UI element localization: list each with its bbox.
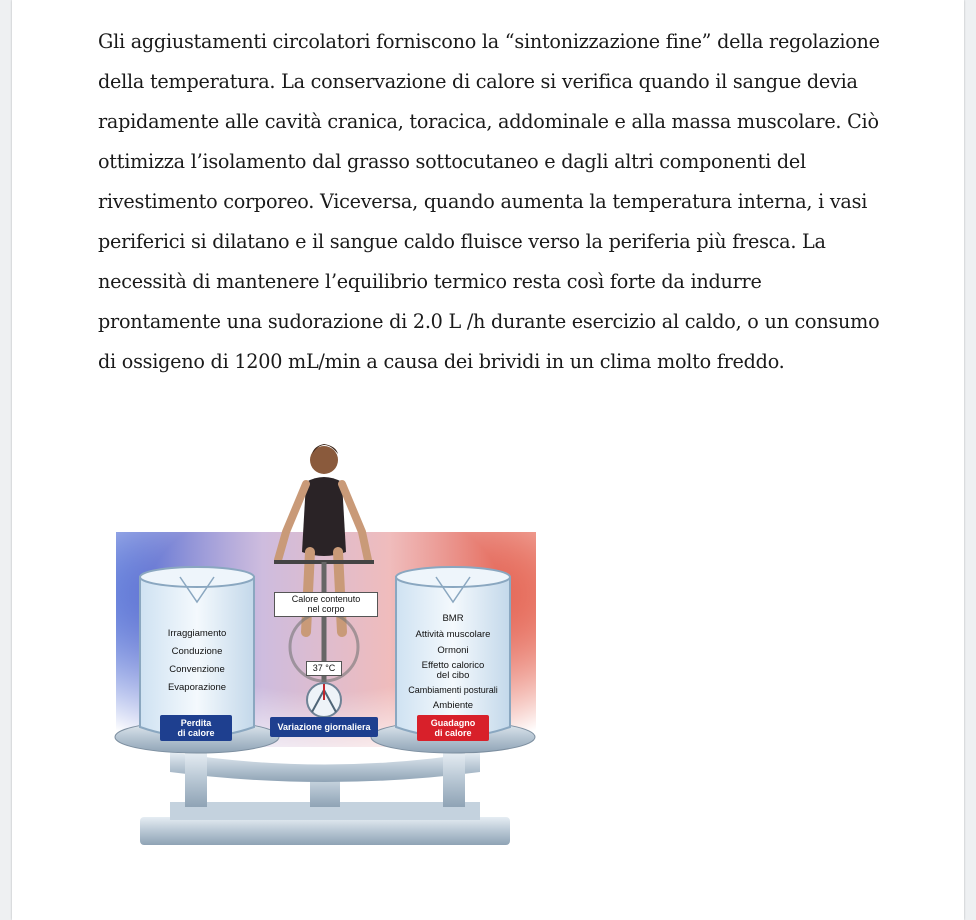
- cyclist-icon: [274, 444, 374, 682]
- heat-gain-item: Attività muscolare: [415, 629, 491, 640]
- heat-gain-item: Ambiente: [432, 700, 474, 711]
- heat-gain-item: Ormoni: [437, 645, 469, 656]
- daily-variation-label: Variazione giornaliera: [277, 722, 371, 732]
- heat-loss-item: Irraggiamento: [167, 628, 227, 639]
- heat-loss-item: Conduzione: [171, 646, 223, 657]
- heat-gain-item: del cibo: [436, 670, 470, 681]
- heat-gain-item: BMR: [442, 613, 464, 624]
- temperature-gauge-icon: [307, 683, 341, 717]
- heat-gain-item: Cambiamenti posturali: [408, 685, 498, 695]
- heat-loss-tag: Perdita di calore: [177, 718, 215, 738]
- heat-gain-tag: Guadagno di calore: [430, 718, 476, 738]
- heat-loss-item: Convenzione: [169, 664, 225, 675]
- heat-gain-item: Effetto calorico: [421, 660, 485, 671]
- document-page: [12, 0, 964, 920]
- temperature-readout: 37 °C: [306, 661, 342, 676]
- body-paragraph: Gli aggiustamenti circolatori forniscono la “sintonizzazione fine” della regolazione della temperatura. La conservazione di calore si verifica quando il sangue devia rapidamente alle cavità cranica, toracica, addominale e alla massa muscolare. Ciò ottimizza l’isolamento dal grasso sottocutaneo e dagli altri componenti del rivestimento corporeo. Viceversa, quando aumenta la temperatura interna, i vasi periferici si dilatano e il sangue caldo fluisce verso la periferia più fresca. La necessità di mantenere l’equilibrio termico resta così forte da indurre prontamente una sudorazione di 2.0 L /h durante esercizio al caldo, o un consumo di ossigeno di 1200 mL/min a causa dei brividi in un clima molto freddo.: [98, 30, 880, 373]
- heat-loss-item: Evaporazione: [167, 682, 227, 693]
- scale-base: [140, 817, 510, 845]
- body-heat-label: Calore contenuto nel corpo: [274, 592, 378, 617]
- thermal-balance-figure: [110, 432, 540, 862]
